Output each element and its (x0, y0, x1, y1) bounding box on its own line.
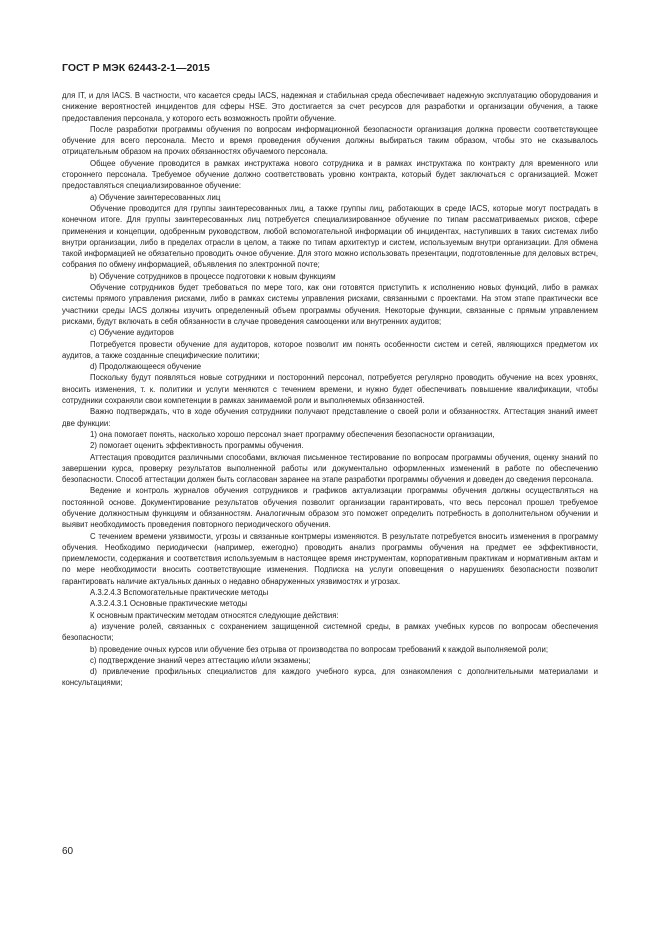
document-body (62, 90, 598, 689)
list-item: c) Обучение аудиторов (90, 328, 174, 338)
list-item: 2) помогает оценить эффективность программы обучения. (90, 441, 304, 451)
document-header: ГОСТ Р МЭК 62443-2-1—2015 (62, 62, 210, 74)
paragraph: для IT, и для IACS. В частности, что касается среды IACS, надежная и стабильная среда обеспечивает надежную эксплуатацию оборудования и снижение вероятностей инцидентов для сферы HSE. Это достигается за счет ресурсов для разработки и организации обучения, а также предоставления персонала, у которого есть возможность пройти обучение. (62, 91, 598, 123)
page-number: 60 (62, 846, 74, 857)
paragraph: Ведение и контроль журналов обучения сотрудников и графиков актуализации программы обучения должны осуществляться на постоянной основе. Документирование результатов обучения позволит организации гарантировать, что весь персонал прошел требуемое обучение должностным функциям и обязанностям. Аналогичным образом это поможет определить потребность в дополнительном обучении и выявит необходимость проведения повторного периодического обучения. (62, 486, 598, 530)
paragraph: Аттестация проводится различными способами, включая письменное тестирование по вопросам программы обучения, оценку знаний по завершении курса, проверку результатов выполненной работы или документально оформленных изменений в работе по обеспечению безопасности. Способ аттестации должен быть согласован заранее на этапе разработки программы обучения и доведен до сведения персонала. (62, 452, 598, 485)
paragraph: Обучение сотрудников будет требоваться по мере того, как они готовятся приступить к исполнению новых функций, либо в рамках системы прямого управления рисками, либо в рамках системы управления рисками, связанными с проектами. На этом этапе практически все участники среды IACS должны изучить определенный объем программы обучения. Некоторые функции, связанные с прямым управлением рисками, будут включать в себя обязанности в случае проведения самооценки или внутренних аудитов; (62, 283, 598, 326)
list-item: d) Продолжающееся обучение (90, 362, 202, 372)
paragraph: После разработки программы обучения по вопросам информационной безопасности организация должна провести соответствующее обучение для всего персонала. Место и время проведения обучения должны выбираться таким образом, чтобы это не сказывалось отрицательным образом на прочих обязанностях обучаемого персонала. (62, 124, 598, 157)
list-item: a) Обучение заинтересованных лиц (90, 192, 221, 202)
paragraph: Потребуется провести обучение для аудиторов, которое позволит им понять особенности систем и сетей, являющихся предметом их аудитов, а также созданные специфические политики; (62, 339, 598, 360)
paragraph: Общее обучение проводится в рамках инструктажа нового сотрудника и в рамках инструктажа по контракту для временного или стороннего персонала. Требуемое обучение должно соответствовать уровню контракта, который будет заключаться с организацией. Может предоставляться специализированное обучение: (62, 158, 598, 191)
paragraph: К основным практическим методам относятся следующие действия: (90, 610, 339, 620)
paragraph: Важно подтверждать, что в ходе обучения сотрудники получают представление о своей роли и обязанностях. Аттестация знаний имеет две функции: (62, 407, 598, 428)
paragraph: Обучение проводится для группы заинтересованных лиц, а также группы лиц, работающих в среде IACS, которые могут пострадать в конечном итоге. Для группы заинтересованных лиц потребуется специализированное обучение по типам рассматриваемых рисков, сфере применения и концепции, одобренным руководством, любой вспомогательной информации об инцидентах, наступивших в таких системах либо внутри организации, либо в пределах отрасли в целом, а также по типам архитектур и систем, используемым внутри организации. Для обмена такой информацией не обязательно проводить очное обучение. Для этого можно использовать презентации, подготовленные для деловых встреч, собрания по обмену информацией, объявления по электронной почте; (62, 203, 598, 270)
section-heading: A.3.2.4.3 Вспомогательные практические методы (90, 588, 269, 598)
subsection-heading: A.3.2.4.3.1 Основные практические методы (90, 599, 248, 609)
list-item: b) Обучение сотрудников в процессе подготовки к новым функциям (90, 271, 336, 281)
list-item: b) проведение очных курсов или обучение без отрыва от производства по вопросам требований к каждой выполняемой роли; (90, 644, 549, 654)
list-item: d) привлечение профильных специалистов для каждого учебного курса, для ознакомления с дополнительными материалами и консультациями; (62, 667, 598, 688)
list-item: c) подтверждение знаний через аттестацию и/или экзамены; (90, 655, 311, 665)
paragraph: С течением времени уязвимости, угрозы и связанные контрмеры изменяются. В результате потребуется вносить изменения в программу обучения. Необходимо периодически (например, ежегодно) проводить анализ программы обучения на предмет ее эффективности, приемлемости, содержания и соответствия используемым в настоящее время инструментам, корпоративным практикам и нормативным актам и по мере необходимости вносить соответствующие изменения. Подписка на услуги оповещения о нарушениях безопасности позволит гарантировать наличие актуальных данных о недавно обнаруженных уязвимостях и угрозах. (62, 531, 598, 586)
list-item: 1) она помогает понять, насколько хорошо персонал знает программу обеспечения безопасности организации, (90, 429, 495, 439)
paragraph: Поскольку будут появляться новые сотрудники и посторонний персонал, потребуется регулярно проводить обучение на всех уровнях, вносить изменения, т. к. политики и услуги меняются с течением времени, и нужно будет обеспечивать повышение квалификации, чтобы сотрудники сохраняли свои компетенции в рамках занимаемой роли и выполняемых обязанностей. (62, 373, 598, 406)
list-item: a) изучение ролей, связанных с сохранением защищенной системной среды, в рамках учебных курсов по вопросам обеспечения безопасности; (62, 621, 598, 643)
